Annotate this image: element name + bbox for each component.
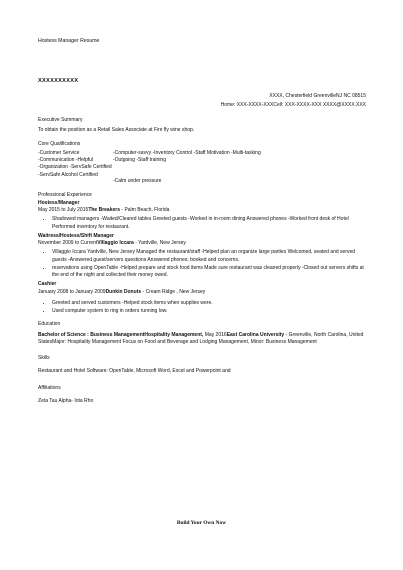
job-dates: November 2009 to Current [38,240,98,246]
candidate-name: XXXXXXXXXX [38,78,79,84]
job-company: The Breakers [88,207,120,213]
summary-heading: Executive Summary [38,117,83,123]
job-bullet: • reservations using OpenTable -Helped prepare and stock food items Made sure restaurant was cleaned properly -Closed out servers shifts at the end of the night and collected their money owed. [52,265,366,280]
job-meta [38,207,366,214]
qualification-item: -Computer-savvy -Inventory Control -Staff Motivation -Multi-tasking [113,149,261,156]
job-bullet: • Greeted and served customers -Helped stock items when supplies were. [52,300,366,307]
qualification-item [113,164,363,178]
qualification-item: -Organization -ServSafe Certified [38,164,112,171]
qualifications-grid [38,150,366,186]
build-your-own-link[interactable]: Build Your Own Now [176,520,227,526]
job-dates: January 2008 to January 2009 [38,288,106,295]
job-bullet: • Used computer system to ring in orders running low. [52,308,366,315]
qualification-item: -Customer Service [38,149,80,156]
qualification-item: -Communication -Helpful [38,157,94,163]
job-location: - Cream Ridge , New Jersey [142,288,206,295]
education-degree: Bachelor of Science : Business ManagementHospitality Management, [38,331,204,338]
affiliations-text: Zeta Tau Alpha- Iota Rho [38,397,94,404]
qualifications-column-2 [113,150,363,186]
skills-text: Restaurant and Hotel Software: OpenTable, Microsoft Word, Excel and Powerpoint and [38,368,231,375]
resume-body [38,117,366,405]
job-meta [38,240,366,247]
qualifications-heading: Core Qualifications [38,140,81,147]
qualifications-column-1 [38,150,113,186]
job-entry [38,281,366,315]
qualification-item: -Outgoing -Staff training [113,157,166,163]
job-bullets [38,300,366,316]
job-title: Cashier [38,281,57,288]
education-school: East Carolina University [226,331,285,338]
education-details: - Greenville, North Carolina, United StatesMajor: Hospitality Management Focus on Food and Beverage and Lodging Management, Minor: Business Management [38,331,364,345]
job-company: Villaggio Iccara [97,240,134,246]
qualification-item: -Calm under pressure [113,178,162,185]
job-entry [38,200,366,231]
affiliations-heading: Affiliations [38,384,61,391]
job-bullets [38,216,366,231]
document-title: Hostess Manager Resume [38,38,100,44]
job-location: - Yardville, New Jersey [135,240,186,246]
education-date: May 2016 [204,331,227,338]
skills-heading: Skills [38,355,50,361]
education-heading: Education [38,321,61,328]
job-bullets [38,249,366,279]
job-title: Hostess/Manager [38,199,80,206]
qualification-item: -ServSafe Alcohol Certified [38,171,98,178]
job-bullet: • Villaggio Iccara Yardville, New Jersey Managed the restaurant/staff -Helped plan an organize large parties Welcomed, seated and served guests -Answered guest/servers questions Answered phones; booked and concerns. [52,249,366,264]
job-bullet: • Shadowed managers -Waited/Cleared tables Greeted guests -Worked in in-room dining Answered phones -Worked front desk of Hotel Performed inventory for restaurant. [52,216,366,231]
address-line: XXXX, Chesterfield GreenvilleNJ NC 08515 [269,93,366,99]
education-entry [38,332,366,347]
job-entry [38,233,366,280]
job-meta [38,289,366,296]
job-company: Dunkin Donuts [105,288,142,295]
job-location: - Palm Beach, Florida [121,207,170,213]
summary-text: To obtain the position as a Retail Sales Associate at Fire fly wine shop. [38,127,195,134]
job-dates: May 2015 to July 2015 [38,207,89,213]
job-title: Waitress/Hostess/Shift Manager [38,232,114,239]
contact-line: Home: XXX-XXXX-XXXCell: XXX-XXXX-XXX XXXX@XXXX.XXX [220,102,366,108]
experience-heading: Professional Experience [38,191,92,198]
